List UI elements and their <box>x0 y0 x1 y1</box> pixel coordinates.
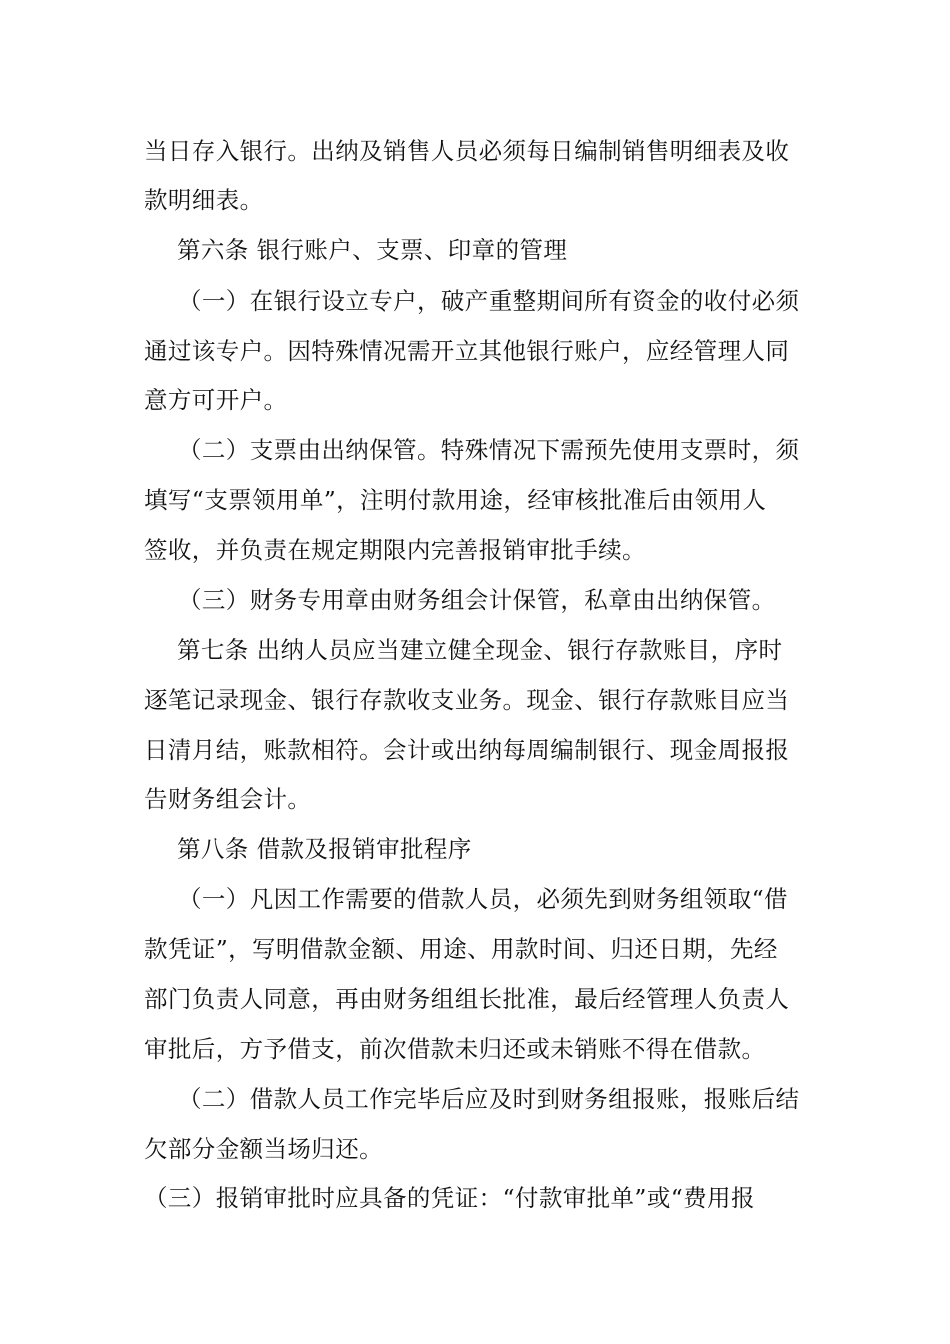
text-line: 填写“支票领用单”，注明付款用途，经审核批准后由领用人 <box>144 486 767 514</box>
text-line: （二）支票由出纳保管。特殊情况下需预先使用支票时，须 <box>178 436 800 464</box>
text-line: 逐笔记录现金、银行存款收支业务。现金、银行存款账目应当 <box>144 686 790 714</box>
text-line: 款凭证”，写明借款金额、用途、用款时间、归还日期，先经 <box>144 935 778 963</box>
text-line: 签收，并负责在规定期限内完善报销审批手续。 <box>144 536 646 564</box>
section-heading: 第七条 出纳人员应当建立健全现金、银行存款账目，序时 <box>177 636 783 664</box>
text-line: 部门负责人同意，再由财务组组长批准，最后经管理人负责人 <box>144 985 790 1013</box>
text-line: 审批后，方予借支，前次借款未归还或未销账不得在借款。 <box>144 1035 766 1063</box>
section-heading: 第八条 借款及报销审批程序 <box>177 835 472 863</box>
text-line: 告财务组会计。 <box>144 785 312 813</box>
text-line: （二）借款人员工作完毕后应及时到财务组报账，报账后结 <box>178 1085 800 1113</box>
text-line: （三）报销审批时应具备的凭证：“付款审批单”或“费用报 <box>144 1184 755 1212</box>
text-line: （一）凡因工作需要的借款人员，必须先到财务组领取“借 <box>178 885 788 913</box>
text-line: 日清月结，账款相符。会计或出纳每周编制银行、现金周报报 <box>144 736 790 764</box>
text-line: 意方可开户。 <box>144 386 288 414</box>
text-line: （三）财务专用章由财务组会计保管，私章由出纳保管。 <box>178 586 776 614</box>
text-line: （一）在银行设立专户，破产重整期间所有资金的收付必须 <box>178 287 800 315</box>
section-heading: 第六条 银行账户、支票、印章的管理 <box>177 236 568 264</box>
text-line: 当日存入银行。出纳及销售人员必须每日编制销售明细表及收 <box>144 137 790 165</box>
text-line: 款明细表。 <box>144 186 264 214</box>
text-line: 欠部分金额当场归还。 <box>144 1135 383 1163</box>
text-line: 通过该专户。因特殊情况需开立其他银行账户，应经管理人同 <box>144 337 790 365</box>
